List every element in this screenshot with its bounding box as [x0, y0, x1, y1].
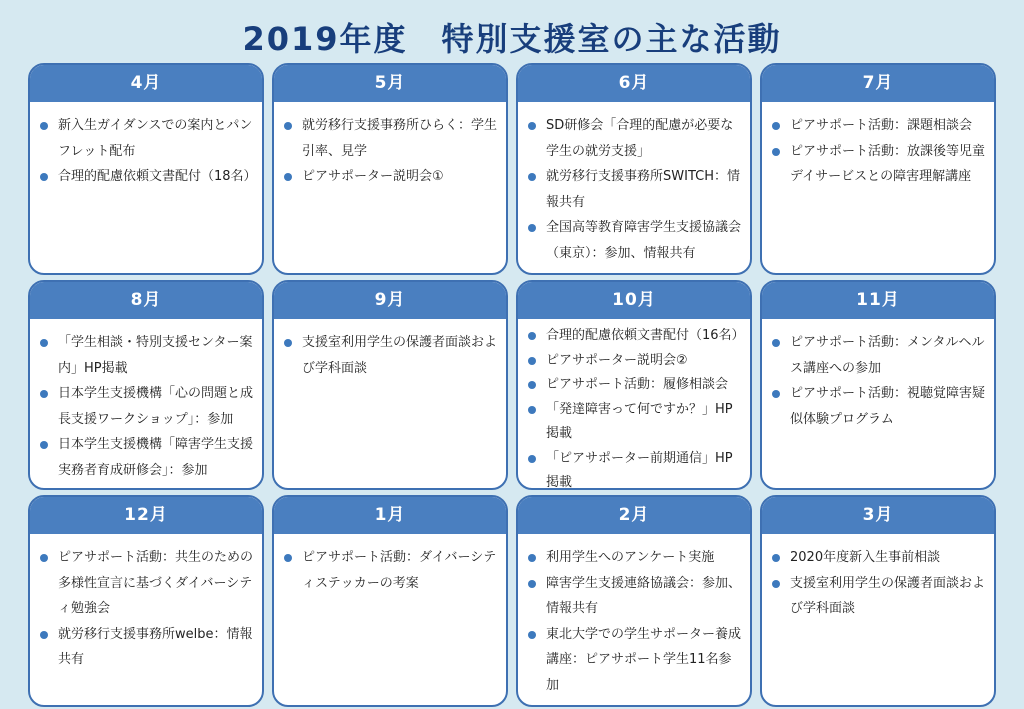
activity-item: ピアサポーター説明会① — [282, 164, 498, 190]
month-header: 10月 — [518, 282, 750, 319]
activity-item: 支援室利用学生の保護者面談および学科面談 — [282, 330, 498, 381]
month-card — [516, 495, 752, 707]
month-card — [516, 280, 752, 490]
activity-item: 障害学生支援連絡協議会：参加、情報共有 — [526, 571, 742, 622]
activity-item: ピアサポート活動：共生のための多様性宣言に基づくダイバーシティ勉強会 — [38, 545, 254, 622]
month-header: 5月 — [274, 65, 506, 102]
activity-item: 2020年度新入生事前相談 — [770, 545, 986, 571]
month-grid — [28, 63, 996, 703]
month-header: 4月 — [30, 65, 262, 102]
activity-item: 「ピアサポーター前期通信」HP掲載 — [526, 447, 742, 491]
activity-list — [518, 534, 750, 698]
month-card — [272, 495, 508, 707]
activity-item: SD研修会「合理的配慮が必要な学生の就労支援」 — [526, 113, 742, 164]
month-header: 9月 — [274, 282, 506, 319]
activity-item: 就労移行支援事務所ひらく：学生引率、見学 — [282, 113, 498, 164]
activity-item: ピアサポート活動：課題相談会 — [770, 113, 986, 139]
activity-item: 日本学生支援機構「障害学生支援実務者育成研修会」：参加 — [38, 432, 254, 483]
activity-item: 日本学生支援機構「心の問題と成長支援ワークショップ」：参加 — [38, 381, 254, 432]
activity-item: ピアサポート活動：メンタルヘルス講座への参加 — [770, 330, 986, 381]
month-header: 7月 — [762, 65, 994, 102]
activity-list — [274, 319, 506, 381]
activity-item: 就労移行支援事務所SWITCH：情報共有 — [526, 164, 742, 215]
activity-item: 東北大学での学生サポーター養成講座：ピアサポート学生11名参加 — [526, 622, 742, 699]
month-card — [28, 280, 264, 490]
month-header: 8月 — [30, 282, 262, 319]
activity-item: 全国高等教育障害学生支援協議会（東京）：参加、情報共有 — [526, 215, 742, 266]
activity-list — [274, 102, 506, 190]
month-card — [272, 280, 508, 490]
month-header: 2月 — [518, 497, 750, 534]
activity-item: 「発達障害って何ですか？」HP掲載 — [526, 398, 742, 447]
month-card — [760, 63, 996, 275]
activity-item: 合理的配慮依頼文書配付（16名） — [526, 324, 742, 349]
activity-list — [762, 534, 994, 622]
month-header: 1月 — [274, 497, 506, 534]
activity-item: 利用学生へのアンケート実施 — [526, 545, 742, 571]
activity-item: ピアサポーター説明会② — [526, 349, 742, 374]
activity-list — [30, 534, 262, 673]
activity-list — [274, 534, 506, 596]
activity-item: 「学生相談・特別支援センター案内」HP掲載 — [38, 330, 254, 381]
activity-item: 合理的配慮依頼文書配付（18名） — [38, 164, 254, 190]
activity-item: ピアサポート活動：ダイバーシティステッカーの考案 — [282, 545, 498, 596]
page-title: 2019年度 特別支援室の主な活動 — [242, 20, 782, 58]
month-header: 11月 — [762, 282, 994, 319]
activity-list — [30, 319, 262, 483]
activity-list — [762, 102, 994, 190]
activity-list — [762, 319, 994, 432]
activity-list — [518, 102, 750, 266]
activity-item: 新入生ガイダンスでの案内とパンフレット配布 — [38, 113, 254, 164]
activity-item: ピアサポート活動：履修相談会 — [526, 373, 742, 398]
month-card — [28, 495, 264, 707]
activity-item: 就労移行支援事務所welbe：情報共有 — [38, 622, 254, 673]
month-header: 3月 — [762, 497, 994, 534]
month-card — [516, 63, 752, 275]
activity-item: ピアサポート活動：視聴覚障害疑似体験プログラム — [770, 381, 986, 432]
month-card — [272, 63, 508, 275]
activity-item: ピアサポート活動：放課後等児童デイサービスとの障害理解講座 — [770, 139, 986, 190]
activity-list — [518, 319, 750, 490]
activity-item: 支援室利用学生の保護者面談および学科面談 — [770, 571, 986, 622]
activity-list — [30, 102, 262, 190]
month-header: 12月 — [30, 497, 262, 534]
month-card — [28, 63, 264, 275]
month-header: 6月 — [518, 65, 750, 102]
month-card — [760, 495, 996, 707]
month-card — [760, 280, 996, 490]
